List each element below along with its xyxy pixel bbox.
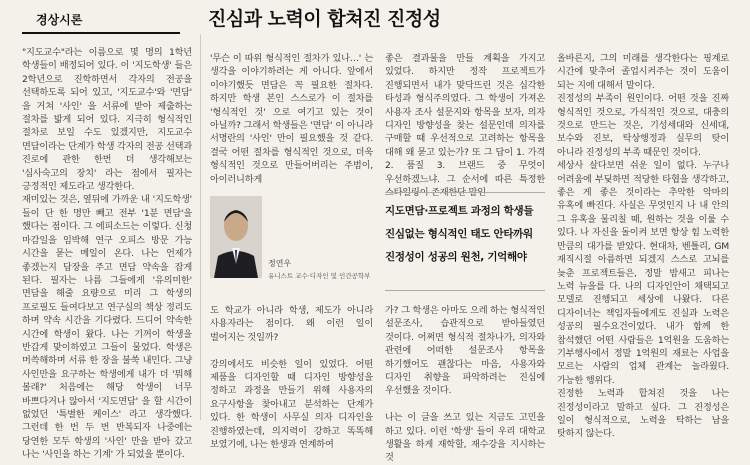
pull-quote-rule	[385, 192, 545, 193]
paragraph: '무슨 이 따위 형식적인 절차가 있나…' 는 생각을 이야기하려는 게 아니다. 앞에서 이야기했듯 면담은 꼭 필요한 절차다. 하지만 학생 본인 스스로가 이 절차를 '형식적인 것' 으로 여기고 있는 것이 아닐까? 그래서 학생들은 '면담' 이 아니라 서명란의 '사인' 만이 필요했을 것 같다. 결국 어떤 절차를 형식적인 것으로, 더욱 형식적인 것으로 만들어버리는 주범이, 아이러니하게	[210, 53, 373, 185]
pull-quote	[385, 200, 555, 269]
paragraph: 좋은 결과물을 만들 계획을 가지고 있었다. 하지만 정작 프로젝트가 진행되면서 내가 맞닥뜨린 것은 심각한 타성과 형식주의였다. 그 학생이 가져온 사용자 조사 설문지와 항목을 보자, 의자 디자인 방향성을 찾는 설문인데 의자를 구매할 때 우선적으로 고려하는 항목을 대해 왜 묻고 있는가? 또 그 답이 1. 가격 2. 품질 3. 브랜드 중 무엇이 우선하겠느냐. 그 순서에 따른 특정한	[385, 53, 545, 185]
paragraph: 세상사 살다보면 쉬운 일이 없다. 누구나 어려움에 부딪하면 적당한 타협을 생각하고, 좋은 게 좋은 것이라는 추악한 악마의 유혹에 빠진다. 사실은 무엇인지 나 내 안의 그 유혹을 물리칠 때, 원하는 것을 이룰 수 있다. 나 자신을 돌이켜 보면 항상 힘 노력한 만큼의 대가를 받았다. 현대차, 벤틀리, GM 재직시절 아름하면 되겠지 스스로 고뇌를 늦춘 프로젝트들은, 정말 밤새고 피나는 노력 뉴을를 다. 나의 디자인안이 채택되고 모델로 진행되고 세상에 나왔다. 다른 디자이너는 책임자들에게도 진실과 노력은 성공의 필수요건이었다. 내가 함께 한 참석했던 어떤 사람들은 1억원을 도움하는 기부행사에서 정말 1억원의 재료는 사업을 모르는 사람의 업체 관계는 놀라웠다. 가능한 행위다.	[557, 160, 729, 386]
column-4	[557, 52, 729, 440]
paragraph: 도 학교가 아니라 학생, 제도가 아니라 사용자라는 점이다. 왜 이런 일이 벌어지는 것일까? 강의에서도 비슷한 일이 있었다. 어떤 제품을 디자인할 때 디자인 방향성을 정하고 과정을 만들기 위해 사용자의 요구사항을 찾아내고 분석하는 단계가 있다. 한 학생이 사무실 의자 디자인을 진행하였는데, 의지력이 강하고 똑똑해 보였기에, 나는 한생과 연계하여	[210, 305, 373, 451]
paragraph: 재미있는 것은, 옆뒤에 가까운 내 '지도학생' 들이 단 한 명만 빼고 전부 '1분 면담'을 했다는 점이다. 그 에피소드는 이렇다. 신청 마감일을 임박해 연구 오피스 방문 가능 시간을 묻는 메일이 온다. 나는 언제가 좋겠는지 답장을 주고 면담 약속을 잡게 된다. 필자는 나름 그들에게 '유의미한' 면담을 해줄 요량으로 미리 그 학생의 프로필도 들여다보고 연구실의 책상 정리도 하며 약속 시간을 기다렸다. 드디어 약속한 시간에 학생이 왔다. 나는 기꺼이 학생을 반갑게 맞이하였고 그들이 물었다. 학생은 머쓱해하며 서류 한 장을 불쑥 내민다. 그냥 사인만을 요구하는 학생에게 내가 더 '뭐해 볼래?' 처음에는 해당 학생이 너무 바쁘다거나 않아서 '지도면담' 을 할 시간이 없었던 '특별한 케이스' 라고 생각했다. 그런데 한 번 두 번 반복되자 나중에는 당연한 모두 학생의 '사인' 만을 받아 갔고 나는 '사인을 하는 기계' 가 되었을 뿐이다.	[22, 194, 192, 461]
paragraph: 진정성의 부족이 원인이다. 어떤 것을 진짜 형식적인 것으로, 가식적인 것으로, 대충의 것으로 만드는 것은, 기성세대와 신세대, 보수와 진보, 탁상행정과 실무의 탓이 아니라 진정성의 부족 때문인 것이다.	[557, 93, 729, 158]
byline	[268, 258, 378, 280]
column-divider	[200, 34, 201, 420]
paragraph: 올바른지, 그의 미래를 생각한다는 핑계로 시간에 맞추어 졸업시켜주는 것이 도움이 되는 지에 대해서 말이다.	[557, 53, 729, 91]
pull-quote-rule	[385, 290, 545, 291]
paragraph: "지도교수"라는 이름으로 몇 명의 1학년 학생들이 배정되어 있다. 이 '지도학생' 들은 2학년으로 진학하면서 각자의 전공을 선택하도록 되어 있고, '지도교수'와 '면담' 을 거쳐 '사인' 을 서류에 받아 제출하는 절차를 밟게 되어 있다. 지극히 형식적인 절차로 보일 수도 있겠지만, 지도교수 면담이라는 단계가 학생 각자의 전공 선택과 진로에 관한 한번 더 생각해보는 '심사숙고의 장치' 라는 점에서 필자는 긍정적인 제도라고 생각한다.	[22, 47, 192, 193]
pull-quote-line: 지도면담·프로젝트 과정의 학생들	[385, 205, 534, 217]
column-3-top	[385, 52, 545, 186]
author-photo	[210, 196, 262, 278]
author-title: 유니스트 교수·디자인 및 인간공학부	[268, 272, 371, 280]
column-3-bottom	[385, 304, 545, 464]
headline: 진심과 노력이 합쳐진 진정성	[208, 8, 441, 30]
column-2-bottom	[210, 304, 373, 451]
pull-quote-line: 진심없는 형식적인 태도 안타까워	[385, 228, 533, 240]
paragraph: 가? 그 학생은 아마도 으레 하는 형식적인 설문조사, 습관적으로 받아들였던 것이다. 어쩌면 형식적 절차나가, 의자와 관련에 어떠한 설문조사 항목을 하기했어도 괜찮다는 마음, 사용자와 디자인 취향을 파악하려는 진심에 우선했을 것이다. 나는 이 글을 쓰고 있는 지금도 고민을 하고 있다. 이런 '학생' 들이 우리 대학교 생활을 하게 재학할, 재수강을 지시하는 것	[385, 305, 545, 464]
pull-quote-line: 진정성이 성공의 원천, 기억해야	[385, 251, 527, 263]
column-2-top	[210, 52, 373, 192]
section-label: 경상시론	[36, 13, 83, 27]
column-1	[22, 46, 192, 461]
section-rule	[22, 32, 180, 34]
paragraph: 진정한 노력과 합쳐진 것을 나는 진정성이라고 말하고 싶다. 그 진정성은 일이 형식적으로, 노력을 탁하는 남을 탓하지 않는다.	[557, 388, 729, 440]
author-name: 정연우	[268, 259, 292, 268]
